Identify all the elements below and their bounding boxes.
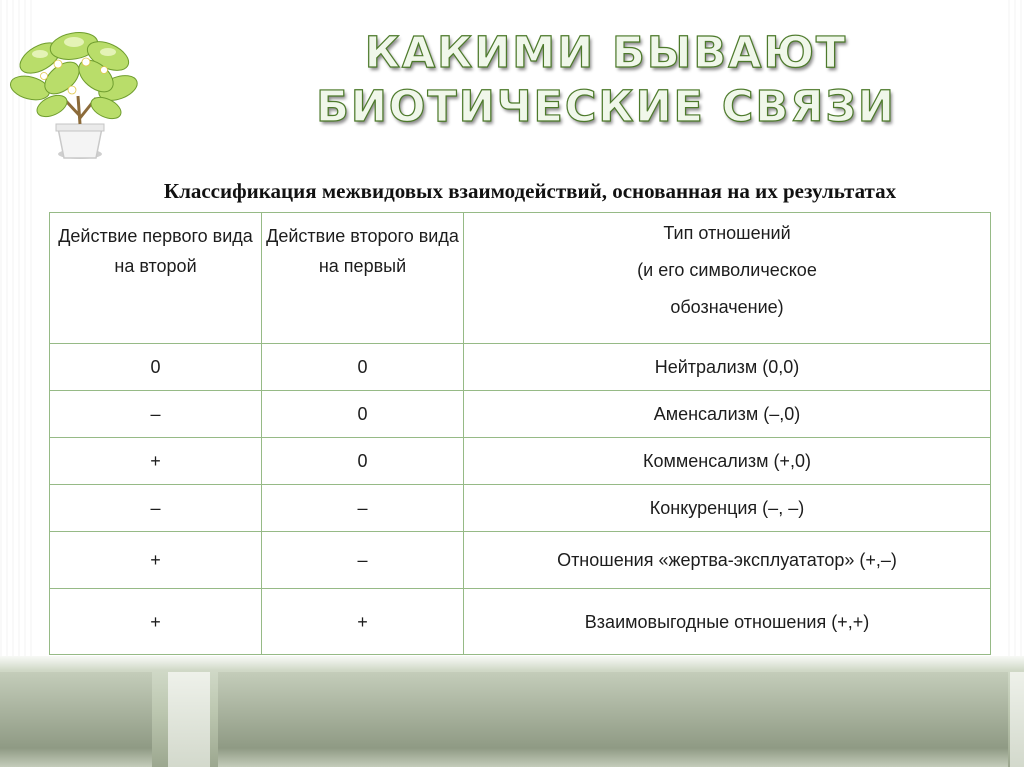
cell-relationship: Отношения «жертва-эксплуататор» (+,–) (464, 532, 991, 589)
table-row (50, 485, 991, 532)
cell-relationship: Комменсализм (+,0) (464, 438, 991, 485)
slide-title (296, 26, 916, 134)
header-relationship-line-3: обозначение) (670, 297, 784, 317)
footer-highlight (0, 656, 1024, 670)
interactions-table (49, 212, 991, 655)
header-relationship-line-2: (и его символическое (637, 260, 817, 280)
cell-second-effect: 0 (262, 344, 464, 391)
title-line-2: БИОТИЧЕСКИЕ СВЯЗИ (316, 82, 896, 132)
table-row (50, 344, 991, 391)
header-first-species-effect: Действие первого вида на второй (50, 213, 262, 344)
table-caption: Классификация межвидовых взаимодействий, основанная на их результатах (163, 179, 897, 203)
cell-first-effect: – (50, 391, 262, 438)
cell-relationship: Конкуренция (–, –) (464, 485, 991, 532)
header-relationship-type (464, 213, 991, 344)
cell-first-effect: 0 (50, 344, 262, 391)
table-row (50, 391, 991, 438)
footer-panel (0, 672, 152, 767)
cell-second-effect: – (262, 485, 464, 532)
cell-second-effect: 0 (262, 391, 464, 438)
title-line-1: КАКИМИ БЫВАЮТ (364, 28, 848, 78)
cell-relationship: Нейтрализм (0,0) (464, 344, 991, 391)
cell-first-effect: + (50, 589, 262, 655)
potted-plant-illustration (0, 6, 150, 176)
cell-second-effect: – (262, 532, 464, 589)
table-row (50, 532, 991, 589)
cell-relationship: Взаимовыгодные отношения (+,+) (464, 589, 991, 655)
cell-first-effect: + (50, 438, 262, 485)
footer-panel (168, 672, 210, 767)
cell-second-effect: 0 (262, 438, 464, 485)
cell-first-effect: – (50, 485, 262, 532)
table-row (50, 589, 991, 655)
footer-panel (218, 672, 1008, 767)
table-header-row (50, 213, 991, 344)
cell-first-effect: + (50, 532, 262, 589)
header-relationship-line-1: Тип отношений (663, 223, 791, 243)
cell-relationship: Аменсализм (–,0) (464, 391, 991, 438)
header-second-species-effect: Действие второго вида на первый (262, 213, 464, 344)
cell-second-effect: + (262, 589, 464, 655)
footer-panel (1010, 672, 1024, 767)
table-row (50, 438, 991, 485)
